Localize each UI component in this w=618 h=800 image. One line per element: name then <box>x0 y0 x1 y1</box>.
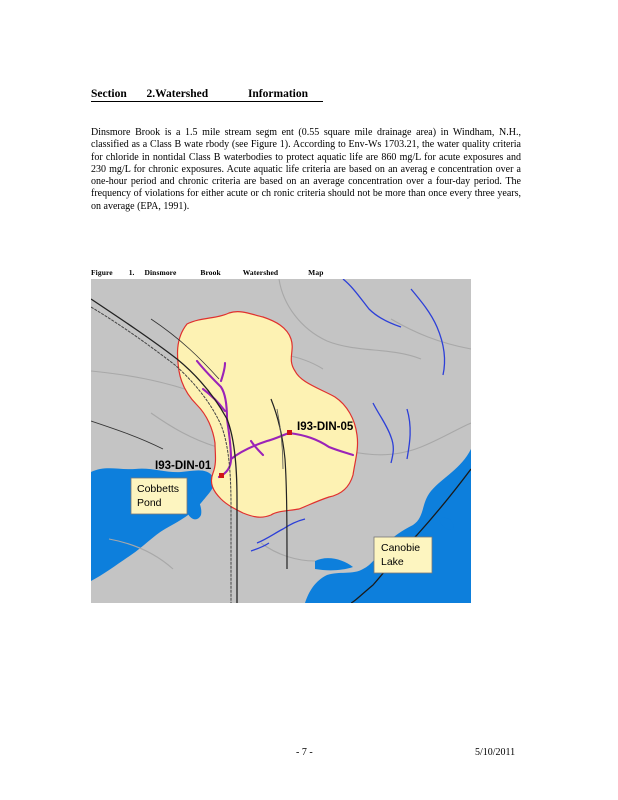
page-number: - 7 - <box>296 747 313 758</box>
section-heading <box>91 88 323 102</box>
body-paragraph: Dinsmore Brook is a 1.5 mile stream segm ent (0.55 square mile drainage area) in Windham, N.H., classified as a Class B wate rbody (see Figure 1). According to Env-Ws 1703.21, the water quality criteria for chloride in nontidal Class B waterbodies to protect aquatic life are 860 mg/L for acute exposures and 230 mg/L for chronic exposures. Acute aquatic life criteria are based on an averag e concentration over a one-hour period and chronic criteria are based on an average concentration over a four-day period. The frequency of violations for either acute or ch ronic criteria should not be more than once every three years, on average (EPA, 1991). <box>91 127 521 212</box>
caption-word: Figure <box>91 268 113 277</box>
station-marker-din01 <box>219 473 224 478</box>
caption-word: Brook <box>200 268 221 277</box>
watershed-map-svg <box>91 279 471 603</box>
footer-date: 5/10/2011 <box>475 747 516 758</box>
section-heading-part3: Information <box>247 88 308 100</box>
cobbetts-pond-label-line1: Cobbetts <box>137 483 180 495</box>
canobie-lake-label-line2: Lake <box>381 556 404 568</box>
cobbetts-pond-label-line2: Pond <box>137 497 162 509</box>
station-label-din05: I93-DIN-05 <box>297 421 354 433</box>
watershed-map <box>91 279 471 603</box>
caption-word: Dinsmore <box>144 268 177 277</box>
station-marker-din05 <box>287 430 292 435</box>
section-heading-part1: Section <box>91 88 127 100</box>
caption-word: Watershed <box>242 268 279 277</box>
caption-word: Map <box>308 268 324 277</box>
canobie-lake-label-line1: Canobie <box>381 542 421 554</box>
figure-caption <box>91 268 323 277</box>
caption-word: 1. <box>128 268 135 277</box>
station-label-din01: I93-DIN-01 <box>155 460 212 472</box>
section-heading-part2: 2.Watershed <box>146 88 209 100</box>
